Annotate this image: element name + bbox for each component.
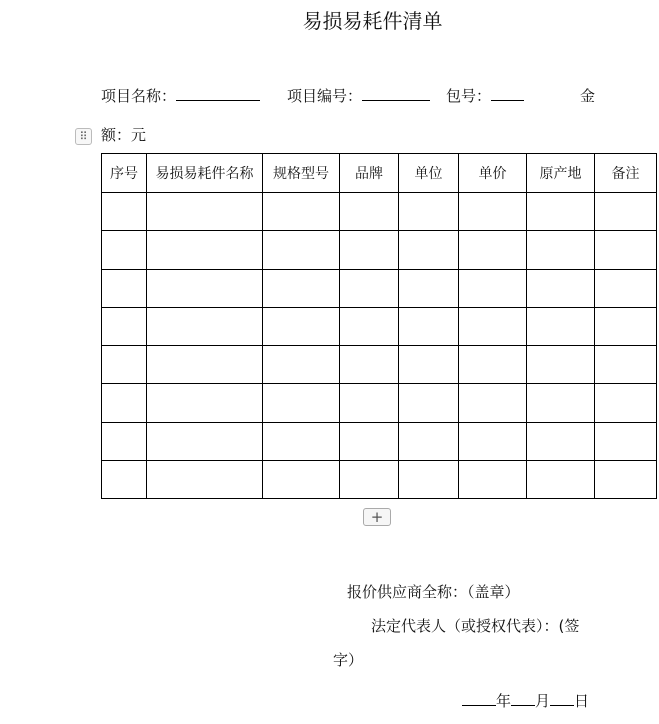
table-cell[interactable] xyxy=(595,193,657,231)
table-cell[interactable] xyxy=(102,269,147,307)
table-row xyxy=(102,460,657,498)
table-cell[interactable] xyxy=(263,231,340,269)
table-cell[interactable] xyxy=(263,422,340,460)
table-cell[interactable] xyxy=(263,384,340,422)
table-cell[interactable] xyxy=(147,193,263,231)
project-name-label: 项目名称： xyxy=(101,87,177,105)
project-no-label: 项目编号： xyxy=(287,87,363,105)
table-row xyxy=(102,231,657,269)
table-cell[interactable] xyxy=(595,269,657,307)
table-cell[interactable] xyxy=(399,460,459,498)
add-row-button[interactable]: + xyxy=(363,508,391,526)
table-cell[interactable] xyxy=(263,346,340,384)
col-header: 品牌 xyxy=(340,154,399,193)
month-blank[interactable] xyxy=(511,690,535,706)
table-cell[interactable] xyxy=(399,384,459,422)
table-body xyxy=(102,193,657,499)
table-cell[interactable] xyxy=(263,460,340,498)
table-cell[interactable] xyxy=(147,460,263,498)
table-cell[interactable] xyxy=(459,422,527,460)
project-name-field xyxy=(101,85,260,106)
table-cell[interactable] xyxy=(595,307,657,345)
table-cell[interactable] xyxy=(147,269,263,307)
table-cell[interactable] xyxy=(595,422,657,460)
day-blank[interactable] xyxy=(550,690,574,706)
table-cell[interactable] xyxy=(527,384,595,422)
table-cell[interactable] xyxy=(459,269,527,307)
table-row xyxy=(102,269,657,307)
table-cell[interactable] xyxy=(527,346,595,384)
table-cell[interactable] xyxy=(595,231,657,269)
table-cell[interactable] xyxy=(102,193,147,231)
table-cell[interactable] xyxy=(459,193,527,231)
table-cell[interactable] xyxy=(340,346,399,384)
month-label: 月 xyxy=(535,692,551,710)
document-title: 易损易耗件清单 xyxy=(302,9,443,33)
year-label: 年 xyxy=(496,692,512,710)
project-no-blank[interactable] xyxy=(362,85,430,101)
col-header: 易损易耗件名称 xyxy=(147,154,263,193)
col-header: 规格型号 xyxy=(263,154,340,193)
table-cell[interactable] xyxy=(459,346,527,384)
table-cell[interactable] xyxy=(527,422,595,460)
table-cell[interactable] xyxy=(102,422,147,460)
table-cell[interactable] xyxy=(340,231,399,269)
table-cell[interactable] xyxy=(595,384,657,422)
table-row xyxy=(102,307,657,345)
consumables-table xyxy=(101,153,657,499)
table-cell[interactable] xyxy=(459,307,527,345)
amount-prefix: 金 xyxy=(580,87,596,105)
table-cell[interactable] xyxy=(459,231,527,269)
table-cell[interactable] xyxy=(147,384,263,422)
package-no-field xyxy=(446,85,524,106)
date-line xyxy=(462,690,589,711)
table-cell[interactable] xyxy=(263,307,340,345)
table-cell[interactable] xyxy=(102,307,147,345)
legal-rep-line: 法定代表人（或授权代表）：(签 xyxy=(371,617,580,635)
table-cell[interactable] xyxy=(399,307,459,345)
table-cell[interactable] xyxy=(595,346,657,384)
table-cell[interactable] xyxy=(527,460,595,498)
table-move-handle-icon[interactable]: ⠿ xyxy=(75,128,92,145)
table-cell[interactable] xyxy=(340,422,399,460)
table-cell[interactable] xyxy=(263,193,340,231)
table-row xyxy=(102,193,657,231)
table-cell[interactable] xyxy=(147,422,263,460)
table-cell[interactable] xyxy=(399,193,459,231)
legal-rep-line-cont: 字） xyxy=(333,651,364,669)
table-cell[interactable] xyxy=(340,269,399,307)
table-cell[interactable] xyxy=(527,193,595,231)
year-blank[interactable] xyxy=(462,690,496,706)
table-cell[interactable] xyxy=(102,384,147,422)
table-cell[interactable] xyxy=(527,231,595,269)
table-header-row xyxy=(102,154,657,193)
amount-label: 额：元 xyxy=(101,126,147,144)
table-cell[interactable] xyxy=(147,231,263,269)
table-cell[interactable] xyxy=(102,460,147,498)
table-row xyxy=(102,384,657,422)
table-cell[interactable] xyxy=(527,269,595,307)
day-label: 日 xyxy=(574,692,590,710)
table-cell[interactable] xyxy=(595,460,657,498)
table-cell[interactable] xyxy=(399,346,459,384)
package-no-label: 包号： xyxy=(446,87,492,105)
table-cell[interactable] xyxy=(340,193,399,231)
package-no-blank[interactable] xyxy=(491,85,524,101)
table-cell[interactable] xyxy=(399,422,459,460)
table-cell[interactable] xyxy=(340,460,399,498)
table-cell[interactable] xyxy=(340,384,399,422)
table-cell[interactable] xyxy=(399,231,459,269)
project-name-blank[interactable] xyxy=(176,85,260,101)
col-header: 原产地 xyxy=(527,154,595,193)
table-cell[interactable] xyxy=(263,269,340,307)
col-header: 序号 xyxy=(102,154,147,193)
table-cell[interactable] xyxy=(102,231,147,269)
supplier-name-line: 报价供应商全称：（盖章） xyxy=(347,583,520,601)
table-row xyxy=(102,422,657,460)
col-header: 备注 xyxy=(595,154,657,193)
table-cell[interactable] xyxy=(399,269,459,307)
table-cell[interactable] xyxy=(459,384,527,422)
table-cell[interactable] xyxy=(459,460,527,498)
col-header: 单位 xyxy=(399,154,459,193)
table-cell[interactable] xyxy=(527,307,595,345)
table-cell[interactable] xyxy=(147,307,263,345)
table-row xyxy=(102,346,657,384)
project-no-field xyxy=(287,85,430,106)
table-cell[interactable] xyxy=(340,307,399,345)
table-cell[interactable] xyxy=(102,346,147,384)
table-cell[interactable] xyxy=(147,346,263,384)
col-header: 单价 xyxy=(459,154,527,193)
